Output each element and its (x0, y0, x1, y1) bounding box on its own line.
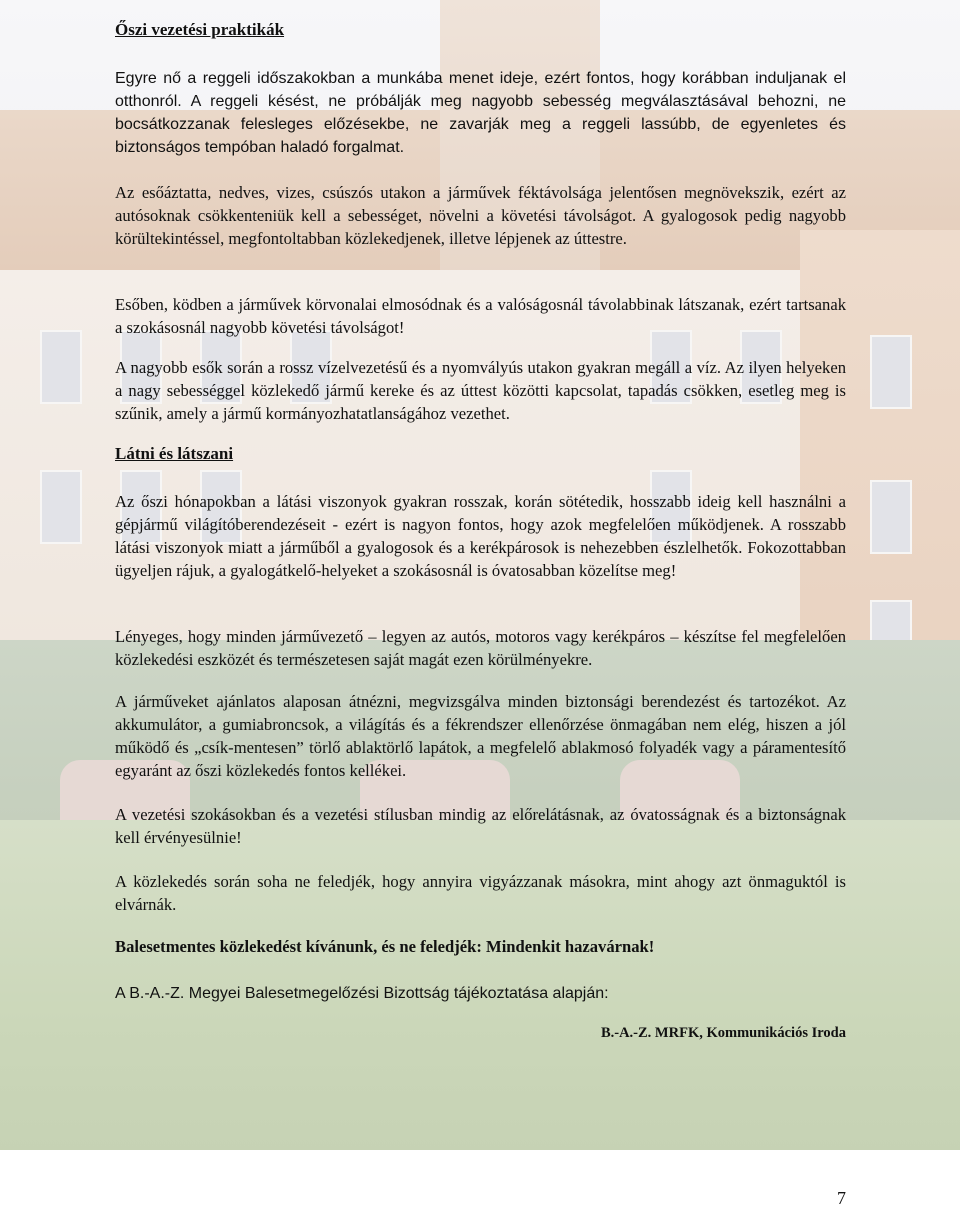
paragraph-aquaplaning: A nagyobb esők során a rossz vízelvezetésű és a nyomvályús utakon gyakran megáll a víz. Az ilyen helyeken a nagy sebességgel közlekedő jármű kereke és az úttest közötti kapcsolat, tapadás csökken, esetleg meg is szűnik, amely a jármű kormányozhatatlanságához vezethet. (115, 358, 846, 423)
source-line: A B.-A.-Z. Megyei Balesetmegelőzési Bizottság tájékoztatása alapján: (115, 985, 609, 1002)
page-title: Őszi vezetési praktikák (115, 20, 285, 39)
paragraph-consideration: A közlekedés során soha ne feledjék, hogy annyira vigyázzanak másokra, mint ahogy azt önmaguktól is elvárnák. (115, 872, 846, 914)
paragraph-driving-style: A vezetési szokásokban és a vezetési stílusban mindig az előrelátásnak, az óvatosságnak és a biztonságnak kell érvényesülnie! (115, 805, 846, 847)
paragraph-visibility: Az őszi hónapokban a látási viszonyok gyakran rosszak, korán sötétedik, hosszabb ideig kell használni a gépjármű világítóberendezéseit - ezért is nagyon fontos, hogy azok megfelelően működjenek. A rosszabb látási viszonyok miatt a járműből a gyalogosok és a kerékpárosok is nehezebben észlelhetők. Fokozottabban ügyeljen rájuk, a gyalogátkelő-helyeket a szokásosnál is óvatosabban közelítse meg! (115, 492, 846, 580)
paragraph-wet-roads: Az esőáztatta, nedves, vizes, csúszós utakon a járművek féktávolsága jelentősen megnövekszik, ezért az autósoknak csökkenteniük kell a sebességet, növelni a követési távolságot. A gyalogosok pedig nagyobb körültekintéssel, megfontoltabban közlekedjenek, illetve lépjenek az úttestre. (115, 183, 846, 248)
paragraph-fog-rain: Esőben, ködben a járművek körvonalai elmosódnak és a valóságosnál távolabbinak látszanak, ezért tartsanak a szokásosnál nagyobb követési távolságot! (115, 295, 846, 337)
paragraph-preparation: Lényeges, hogy minden járművezető – legyen az autós, motoros vagy kerékpáros – készítse fel megfelelően közlekedési eszközét és természetesen saját magát ezen körülményekre. (115, 627, 846, 669)
paragraph-vehicle-check: A járműveket ajánlatos alaposan átnézni, megvizsgálva minden biztonsági berendezést és tartozékot. Az akkumulátor, a gumiabroncsok, a világítás és a fékrendszer ellenőrzése önmagában nem elég, hiszen a jól működő és „csík-mentesen” törlő ablaktörlő lapátok, a megfelelő ablakmosó folyadék vagy a páramentesítő egyaránt az őszi közlekedés fontos kellékei. (115, 692, 846, 780)
page-number: 7 (837, 1188, 846, 1208)
paragraph-morning-commute: Egyre nő a reggeli időszakokban a munkába menet ideje, ezért fontos, hogy korábban induljanak el otthonról. A reggeli késést, ne próbálják meg nagyobb sebesség megválasztásával behozni, ne bocsátkozzanak felesleges előzésekbe, ne zavarják meg a reggeli lassúbb, de egyenletes és biztonságos tempóban haladó forgalmat. (115, 70, 846, 156)
closing-message: Balesetmentes közlekedést kívánunk, és ne feledjék: Mindenkit hazavárnak! (115, 937, 655, 956)
section-heading: Látni és látszani (115, 444, 234, 463)
signature: B.-A.-Z. MRFK, Kommunikációs Iroda (600, 1025, 846, 1041)
